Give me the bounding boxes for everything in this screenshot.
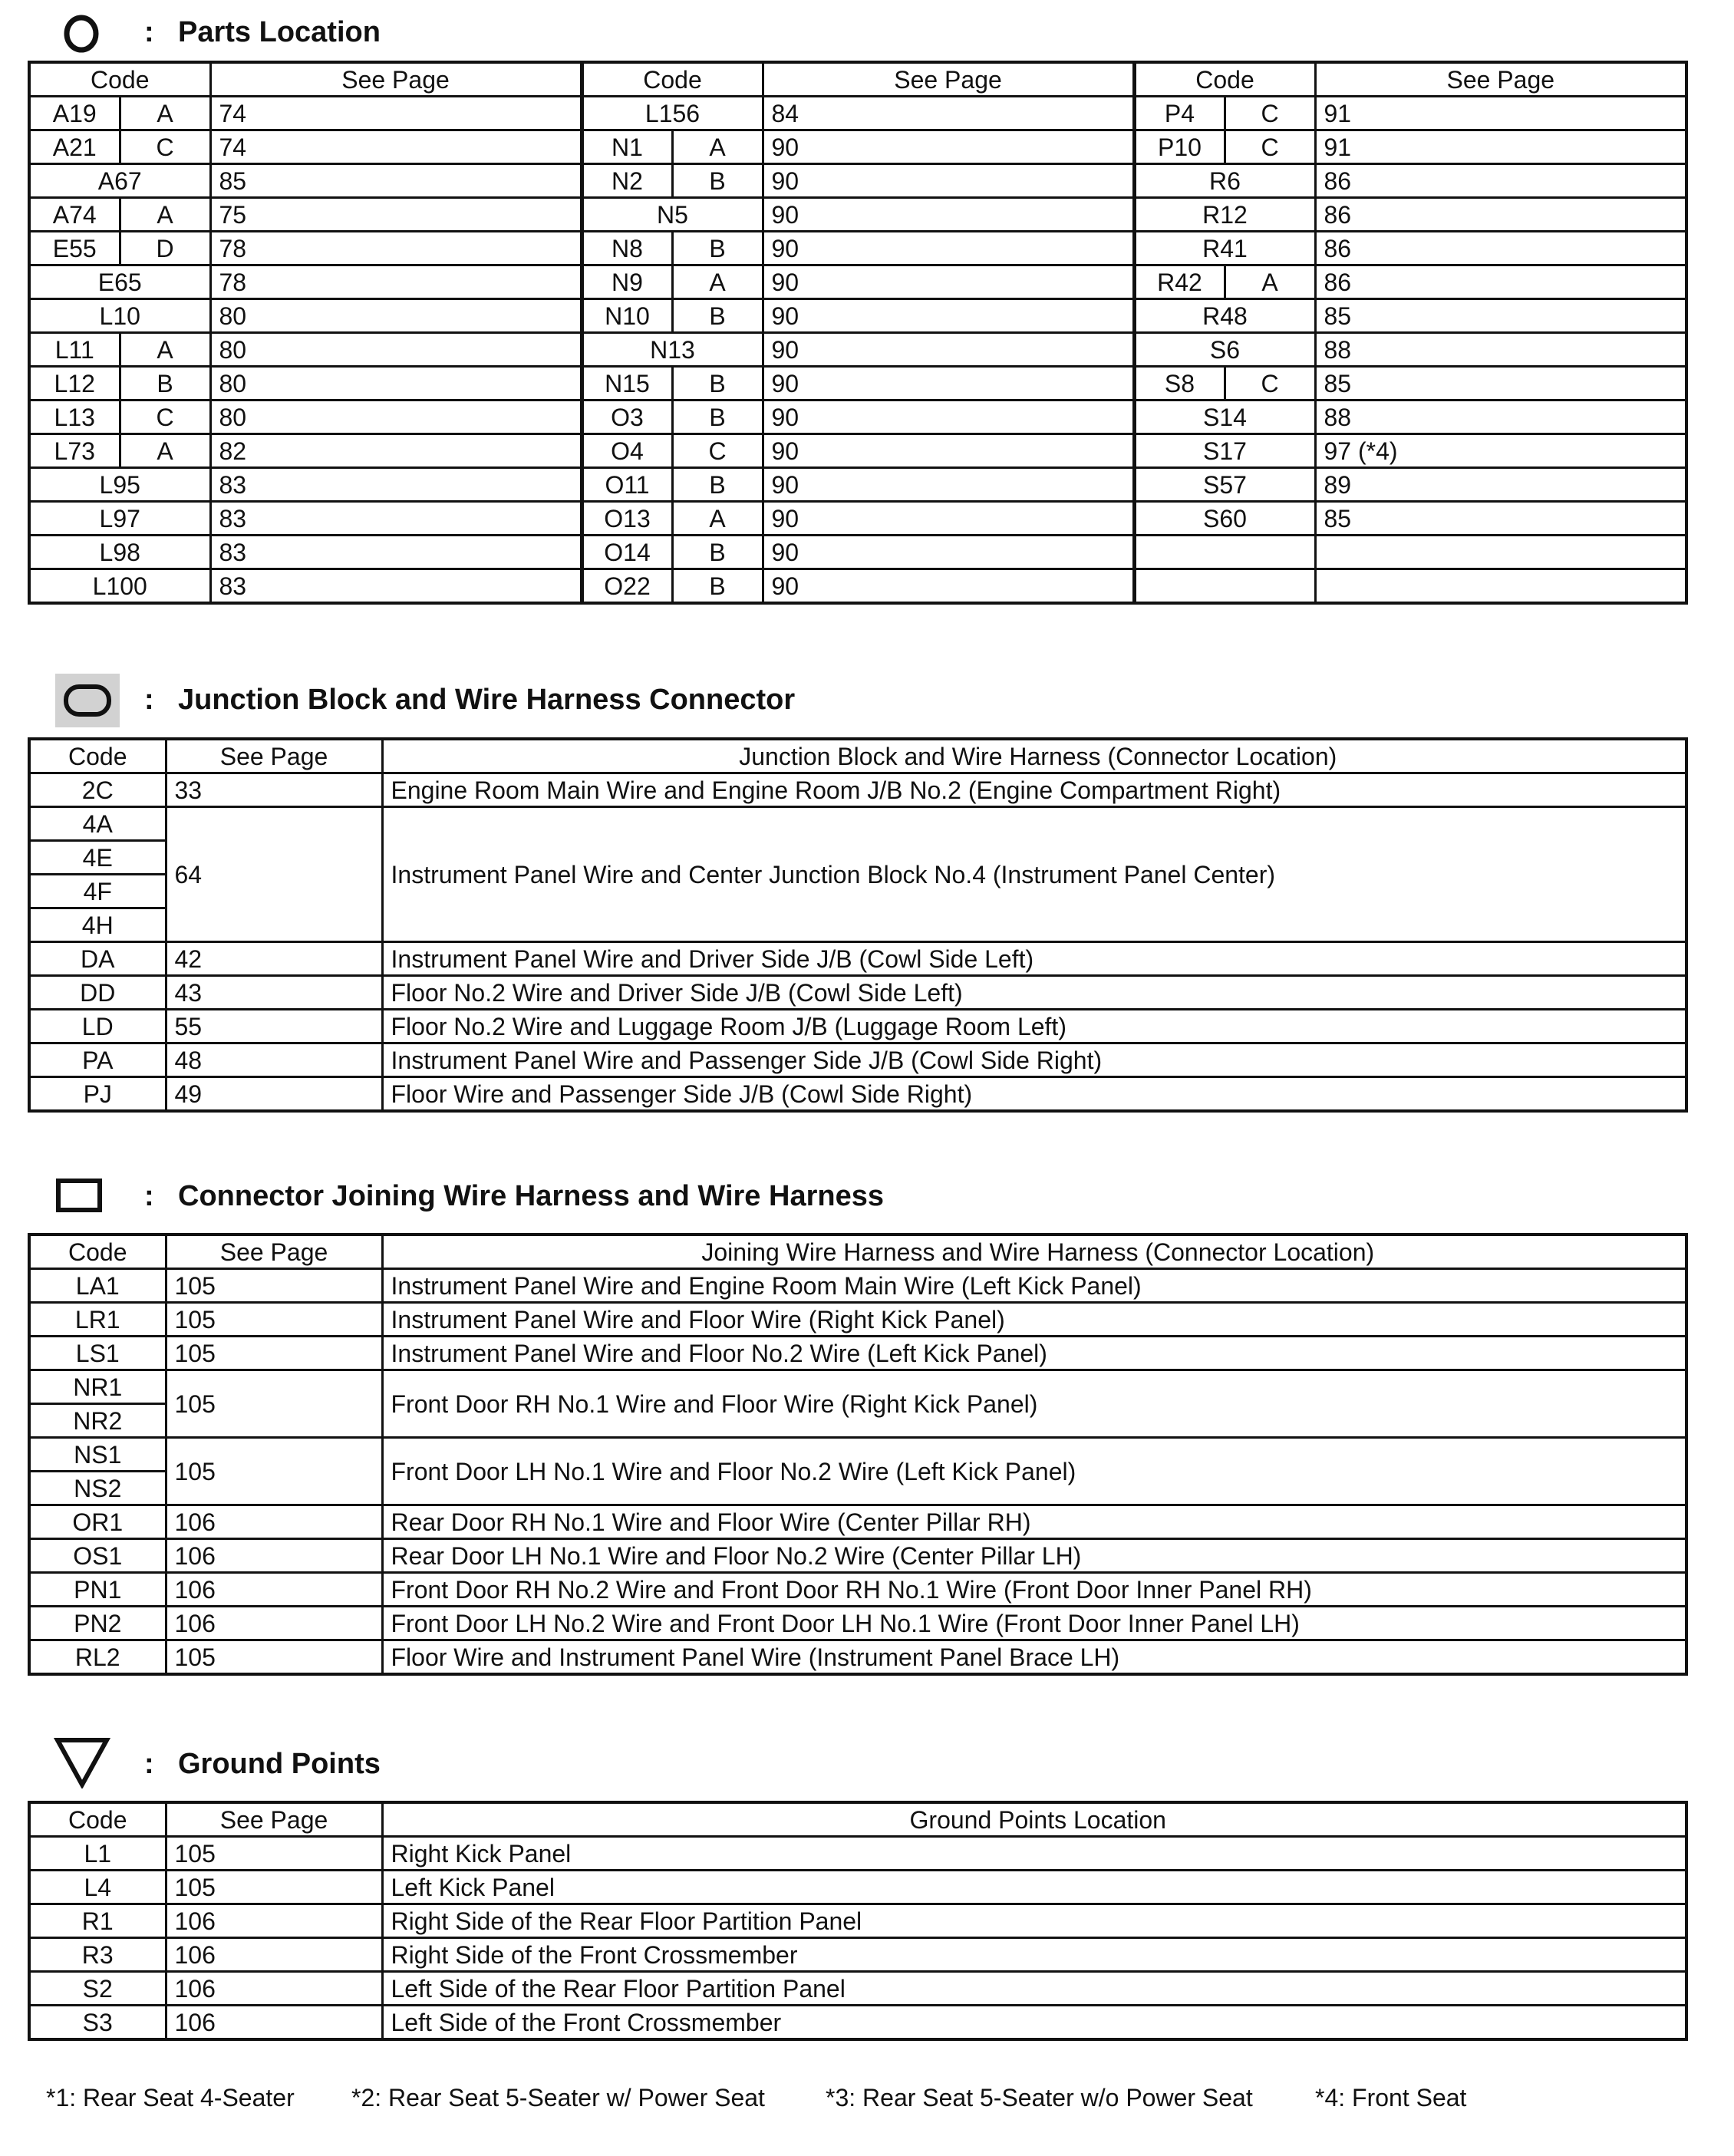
table-row	[29, 1904, 1686, 1938]
part-page-cell: 89	[1315, 468, 1686, 502]
location-cell: Rear Door RH No.1 Wire and Floor Wire (Center Pillar RH)	[382, 1505, 1686, 1539]
table-row	[29, 1269, 1686, 1303]
table-row	[29, 468, 1686, 502]
location-cell: Instrument Panel Wire and Passenger Side J/B (Cowl Side Right)	[382, 1043, 1686, 1077]
part-code-cell: A19	[29, 97, 120, 130]
code-cell: L4	[29, 1871, 166, 1904]
part-code-cell: N8	[582, 232, 672, 265]
part-page-cell: 85	[1315, 367, 1686, 401]
part-page-cell: 90	[763, 198, 1134, 232]
location-cell: Engine Room Main Wire and Engine Room J/B No.2 (Engine Compartment Right)	[382, 773, 1686, 807]
part-page-cell: 90	[763, 502, 1134, 536]
part-page-cell: 90	[763, 434, 1134, 468]
page-cell: 105	[166, 1837, 382, 1871]
part-page-cell: 90	[763, 367, 1134, 401]
footnote-2: *2: Rear Seat 5-Seater w/ Power Seat	[351, 2084, 765, 2111]
table-row	[29, 333, 1686, 367]
code-cell: OR1	[29, 1505, 166, 1539]
table-row	[29, 773, 1686, 807]
code-cell: PJ	[29, 1077, 166, 1112]
header-code: Code	[582, 62, 763, 97]
part-code-cell: S14	[1134, 401, 1315, 434]
part-page-cell: 85	[1315, 502, 1686, 536]
part-code-cell: O3	[582, 401, 672, 434]
part-variant-cell: C	[1225, 367, 1315, 401]
code-cell: S3	[29, 2006, 166, 2040]
code-cell: PN1	[29, 1573, 166, 1607]
part-code-cell: N5	[582, 198, 763, 232]
junction-block-table	[28, 737, 1688, 1113]
ground-points-header	[0, 1733, 1734, 1795]
parts-location-table	[28, 61, 1688, 605]
part-variant-cell: B	[672, 232, 763, 265]
part-code-cell: A74	[29, 198, 120, 232]
location-cell: Instrument Panel Wire and Center Junction Block No.4 (Instrument Panel Center)	[382, 807, 1686, 942]
table-row	[29, 2006, 1686, 2040]
part-code-cell: S60	[1134, 502, 1315, 536]
footnote-4: *4: Front Seat	[1315, 2084, 1467, 2111]
part-page-cell: 80	[210, 299, 582, 333]
code-cell: 4A	[29, 807, 166, 841]
connector-joining-header	[0, 1165, 1734, 1227]
location-cell: Front Door RH No.2 Wire and Front Door RH No.1 Wire (Front Door Inner Panel RH)	[382, 1573, 1686, 1607]
footnotes	[46, 2084, 1703, 2122]
section-colon: :	[144, 1180, 154, 1212]
code-cell: 4F	[29, 875, 166, 908]
code-cell: PN2	[29, 1607, 166, 1640]
table-row	[29, 367, 1686, 401]
part-code-cell: S6	[1134, 333, 1315, 367]
table-row	[29, 1871, 1686, 1904]
part-variant-cell: C	[120, 130, 210, 164]
part-page-cell: 88	[1315, 401, 1686, 434]
part-code-cell: L100	[29, 569, 210, 604]
section-colon: :	[144, 1748, 154, 1780]
part-variant-cell: D	[120, 232, 210, 265]
part-page-cell: 90	[763, 468, 1134, 502]
part-page-cell: 90	[763, 130, 1134, 164]
part-code-cell: L156	[582, 97, 763, 130]
table-row	[29, 1539, 1686, 1573]
section-title: Ground Points	[178, 1748, 381, 1780]
header-code: Code	[1134, 62, 1315, 97]
location-cell: Rear Door LH No.1 Wire and Floor No.2 Wire (Center Pillar LH)	[382, 1539, 1686, 1573]
code-cell: L1	[29, 1837, 166, 1871]
table-row	[29, 1607, 1686, 1640]
code-cell: DD	[29, 976, 166, 1010]
table-header-row	[29, 62, 1686, 97]
section-colon: :	[144, 684, 154, 716]
part-variant-cell: C	[1225, 130, 1315, 164]
location-cell: Instrument Panel Wire and Driver Side J/B (Cowl Side Left)	[382, 942, 1686, 976]
table-row	[29, 265, 1686, 299]
page-cell: 106	[166, 1505, 382, 1539]
location-cell: Right Side of the Rear Floor Partition Panel	[382, 1904, 1686, 1938]
page-cell: 106	[166, 2006, 382, 2040]
table-row	[29, 401, 1686, 434]
part-code-cell: E55	[29, 232, 120, 265]
rectangle-icon	[55, 1178, 103, 1213]
code-cell: OS1	[29, 1539, 166, 1573]
part-page-cell: 90	[763, 232, 1134, 265]
page-cell: 55	[166, 1010, 382, 1043]
part-code-cell: O22	[582, 569, 672, 604]
code-cell: NR2	[29, 1404, 166, 1438]
part-code-cell: P4	[1134, 97, 1225, 130]
part-variant-cell: B	[672, 367, 763, 401]
page-cell: 49	[166, 1077, 382, 1112]
table-row	[29, 198, 1686, 232]
part-code-cell	[1134, 536, 1315, 569]
part-variant-cell: B	[120, 367, 210, 401]
part-page-cell	[1315, 569, 1686, 604]
part-page-cell: 88	[1315, 333, 1686, 367]
part-code-cell: L10	[29, 299, 210, 333]
section-colon: :	[144, 16, 154, 48]
part-page-cell	[1315, 536, 1686, 569]
part-page-cell: 91	[1315, 130, 1686, 164]
code-cell: R3	[29, 1938, 166, 1972]
part-code-cell: L97	[29, 502, 210, 536]
part-variant-cell: A	[1225, 265, 1315, 299]
table-row	[29, 976, 1686, 1010]
code-cell: PA	[29, 1043, 166, 1077]
part-code-cell: E65	[29, 265, 210, 299]
code-cell: 4E	[29, 841, 166, 875]
part-page-cell: 83	[210, 468, 582, 502]
part-code-cell: N1	[582, 130, 672, 164]
table-row	[29, 1640, 1686, 1675]
part-variant-cell: A	[120, 97, 210, 130]
table-row	[29, 1938, 1686, 1972]
header-code: Code	[29, 1235, 166, 1269]
part-page-cell: 80	[210, 333, 582, 367]
part-page-cell: 97 (*4)	[1315, 434, 1686, 468]
page-cell: 105	[166, 1337, 382, 1370]
part-variant-cell: A	[120, 198, 210, 232]
part-page-cell: 90	[763, 164, 1134, 198]
page-cell: 105	[166, 1303, 382, 1337]
part-code-cell: N2	[582, 164, 672, 198]
table-row	[29, 1972, 1686, 2006]
location-cell: Right Kick Panel	[382, 1837, 1686, 1871]
part-code-cell: R6	[1134, 164, 1315, 198]
page-cell: 105	[166, 1438, 382, 1505]
table-row	[29, 942, 1686, 976]
location-cell: Front Door LH No.2 Wire and Front Door LH No.1 Wire (Front Door Inner Panel LH)	[382, 1607, 1686, 1640]
page-cell: 105	[166, 1871, 382, 1904]
table-header-row	[29, 739, 1686, 773]
location-cell: Floor No.2 Wire and Driver Side J/B (Cowl Side Left)	[382, 976, 1686, 1010]
part-page-cell: 86	[1315, 164, 1686, 198]
part-variant-cell: B	[672, 569, 763, 604]
page-cell: 43	[166, 976, 382, 1010]
header-location: Junction Block and Wire Harness (Connector Location)	[382, 739, 1686, 773]
part-page-cell: 85	[1315, 299, 1686, 333]
location-cell: Instrument Panel Wire and Engine Room Main Wire (Left Kick Panel)	[382, 1269, 1686, 1303]
table-row	[29, 1438, 1686, 1472]
part-code-cell	[1134, 569, 1315, 604]
part-code-cell: L12	[29, 367, 120, 401]
location-cell: Floor No.2 Wire and Luggage Room J/B (Luggage Room Left)	[382, 1010, 1686, 1043]
part-code-cell: S17	[1134, 434, 1315, 468]
part-code-cell: N13	[582, 333, 763, 367]
rounded-rect-icon	[55, 674, 120, 727]
location-cell: Instrument Panel Wire and Floor No.2 Wire (Left Kick Panel)	[382, 1337, 1686, 1370]
table-row	[29, 1010, 1686, 1043]
part-variant-cell: B	[672, 299, 763, 333]
code-cell: LD	[29, 1010, 166, 1043]
page-cell: 64	[166, 807, 382, 942]
table-row	[29, 1573, 1686, 1607]
part-variant-cell: B	[672, 164, 763, 198]
code-cell: NS1	[29, 1438, 166, 1472]
part-page-cell: 90	[763, 536, 1134, 569]
connector-joining-table	[28, 1233, 1688, 1676]
page-cell: 106	[166, 1607, 382, 1640]
table-row	[29, 130, 1686, 164]
part-page-cell: 90	[763, 569, 1134, 604]
table-row	[29, 1337, 1686, 1370]
table-row	[29, 569, 1686, 604]
table-row	[29, 1837, 1686, 1871]
part-page-cell: 86	[1315, 198, 1686, 232]
part-code-cell: L11	[29, 333, 120, 367]
section-title: Junction Block and Wire Harness Connector	[178, 684, 796, 716]
part-variant-cell: A	[120, 333, 210, 367]
part-variant-cell: A	[672, 265, 763, 299]
part-page-cell: 86	[1315, 232, 1686, 265]
part-page-cell: 83	[210, 536, 582, 569]
page-cell: 105	[166, 1370, 382, 1438]
part-code-cell: A21	[29, 130, 120, 164]
code-cell: 2C	[29, 773, 166, 807]
part-page-cell: 90	[763, 401, 1134, 434]
part-variant-cell: B	[672, 468, 763, 502]
part-code-cell: O14	[582, 536, 672, 569]
part-code-cell: N9	[582, 265, 672, 299]
header-location: Ground Points Location	[382, 1802, 1686, 1837]
part-variant-cell: A	[672, 502, 763, 536]
part-page-cell: 80	[210, 401, 582, 434]
page-cell: 105	[166, 1269, 382, 1303]
part-variant-cell: C	[120, 401, 210, 434]
header-code: Code	[29, 62, 210, 97]
part-page-cell: 82	[210, 434, 582, 468]
part-page-cell: 90	[763, 333, 1134, 367]
code-cell: LS1	[29, 1337, 166, 1370]
part-variant-cell: A	[672, 130, 763, 164]
table-header-row	[29, 1802, 1686, 1837]
section-title: Parts Location	[178, 16, 381, 48]
location-cell: Floor Wire and Instrument Panel Wire (Instrument Panel Brace LH)	[382, 1640, 1686, 1675]
footnote-1: *1: Rear Seat 4-Seater	[46, 2084, 295, 2111]
location-cell: Left Side of the Rear Floor Partition Panel	[382, 1972, 1686, 2006]
part-code-cell: L13	[29, 401, 120, 434]
header-see-page: See Page	[1315, 62, 1686, 97]
part-code-cell: O11	[582, 468, 672, 502]
header-code: Code	[29, 1802, 166, 1837]
part-code-cell: O4	[582, 434, 672, 468]
header-see-page: See Page	[166, 1235, 382, 1269]
table-row	[29, 502, 1686, 536]
part-page-cell: 85	[210, 164, 582, 198]
header-see-page: See Page	[763, 62, 1134, 97]
part-code-cell: R48	[1134, 299, 1315, 333]
code-cell: NS2	[29, 1472, 166, 1505]
part-page-cell: 90	[763, 299, 1134, 333]
part-code-cell: L95	[29, 468, 210, 502]
part-variant-cell: B	[672, 401, 763, 434]
page-cell: 106	[166, 1539, 382, 1573]
part-code-cell: R42	[1134, 265, 1225, 299]
table-row	[29, 232, 1686, 265]
table-row	[29, 97, 1686, 130]
part-code-cell: S8	[1134, 367, 1225, 401]
page-cell: 106	[166, 1904, 382, 1938]
table-row	[29, 1043, 1686, 1077]
part-page-cell: 84	[763, 97, 1134, 130]
part-code-cell: A67	[29, 164, 210, 198]
part-page-cell: 74	[210, 130, 582, 164]
table-row	[29, 164, 1686, 198]
part-code-cell: S57	[1134, 468, 1315, 502]
location-cell: Instrument Panel Wire and Floor Wire (Right Kick Panel)	[382, 1303, 1686, 1337]
page-cell: 106	[166, 1972, 382, 2006]
code-cell: LR1	[29, 1303, 166, 1337]
header-code: Code	[29, 739, 166, 773]
location-cell: Left Kick Panel	[382, 1871, 1686, 1904]
part-code-cell: L98	[29, 536, 210, 569]
part-page-cell: 83	[210, 569, 582, 604]
table-row	[29, 1303, 1686, 1337]
code-cell: RL2	[29, 1640, 166, 1675]
table-row	[29, 1505, 1686, 1539]
part-page-cell: 78	[210, 232, 582, 265]
part-page-cell: 86	[1315, 265, 1686, 299]
page-cell: 105	[166, 1640, 382, 1675]
footnote-3: *3: Rear Seat 5-Seater w/o Power Seat	[826, 2084, 1253, 2111]
header-location: Joining Wire Harness and Wire Harness (Connector Location)	[382, 1235, 1686, 1269]
page-cell: 42	[166, 942, 382, 976]
header-see-page: See Page	[166, 1802, 382, 1837]
part-page-cell: 78	[210, 265, 582, 299]
table-header-row	[29, 1235, 1686, 1269]
part-variant-cell: A	[120, 434, 210, 468]
location-cell: Left Side of the Front Crossmember	[382, 2006, 1686, 2040]
table-row	[29, 434, 1686, 468]
code-cell: DA	[29, 942, 166, 976]
part-page-cell: 91	[1315, 97, 1686, 130]
triangle-down-icon	[54, 1736, 110, 1788]
part-code-cell: L73	[29, 434, 120, 468]
part-page-cell: 75	[210, 198, 582, 232]
location-cell: Front Door LH No.1 Wire and Floor No.2 Wire (Left Kick Panel)	[382, 1438, 1686, 1505]
location-cell: Floor Wire and Passenger Side J/B (Cowl Side Right)	[382, 1077, 1686, 1112]
junction-block-header	[0, 669, 1734, 730]
code-cell: NR1	[29, 1370, 166, 1404]
page-cell: 48	[166, 1043, 382, 1077]
parts-location-header	[0, 2, 1734, 63]
table-row	[29, 1077, 1686, 1112]
page-cell: 106	[166, 1938, 382, 1972]
section-title: Connector Joining Wire Harness and Wire Harness	[178, 1180, 884, 1212]
code-cell: S2	[29, 1972, 166, 2006]
table-row	[29, 807, 1686, 841]
page-cell: 33	[166, 773, 382, 807]
part-variant-cell: C	[672, 434, 763, 468]
code-cell: 4H	[29, 908, 166, 942]
table-row	[29, 1370, 1686, 1404]
part-code-cell: O13	[582, 502, 672, 536]
part-code-cell: N15	[582, 367, 672, 401]
part-variant-cell: B	[672, 536, 763, 569]
part-code-cell: N10	[582, 299, 672, 333]
part-variant-cell: C	[1225, 97, 1315, 130]
code-cell: LA1	[29, 1269, 166, 1303]
table-row	[29, 299, 1686, 333]
part-code-cell: R41	[1134, 232, 1315, 265]
table-row	[29, 536, 1686, 569]
ground-points-table	[28, 1801, 1688, 2041]
header-see-page: See Page	[210, 62, 582, 97]
location-cell: Front Door RH No.1 Wire and Floor Wire (Right Kick Panel)	[382, 1370, 1686, 1438]
part-code-cell: P10	[1134, 130, 1225, 164]
part-page-cell: 83	[210, 502, 582, 536]
location-cell: Right Side of the Front Crossmember	[382, 1938, 1686, 1972]
page-cell: 106	[166, 1573, 382, 1607]
part-page-cell: 80	[210, 367, 582, 401]
header-see-page: See Page	[166, 739, 382, 773]
part-page-cell: 90	[763, 265, 1134, 299]
circle-icon	[61, 14, 101, 54]
code-cell: R1	[29, 1904, 166, 1938]
part-code-cell: R12	[1134, 198, 1315, 232]
part-page-cell: 74	[210, 97, 582, 130]
